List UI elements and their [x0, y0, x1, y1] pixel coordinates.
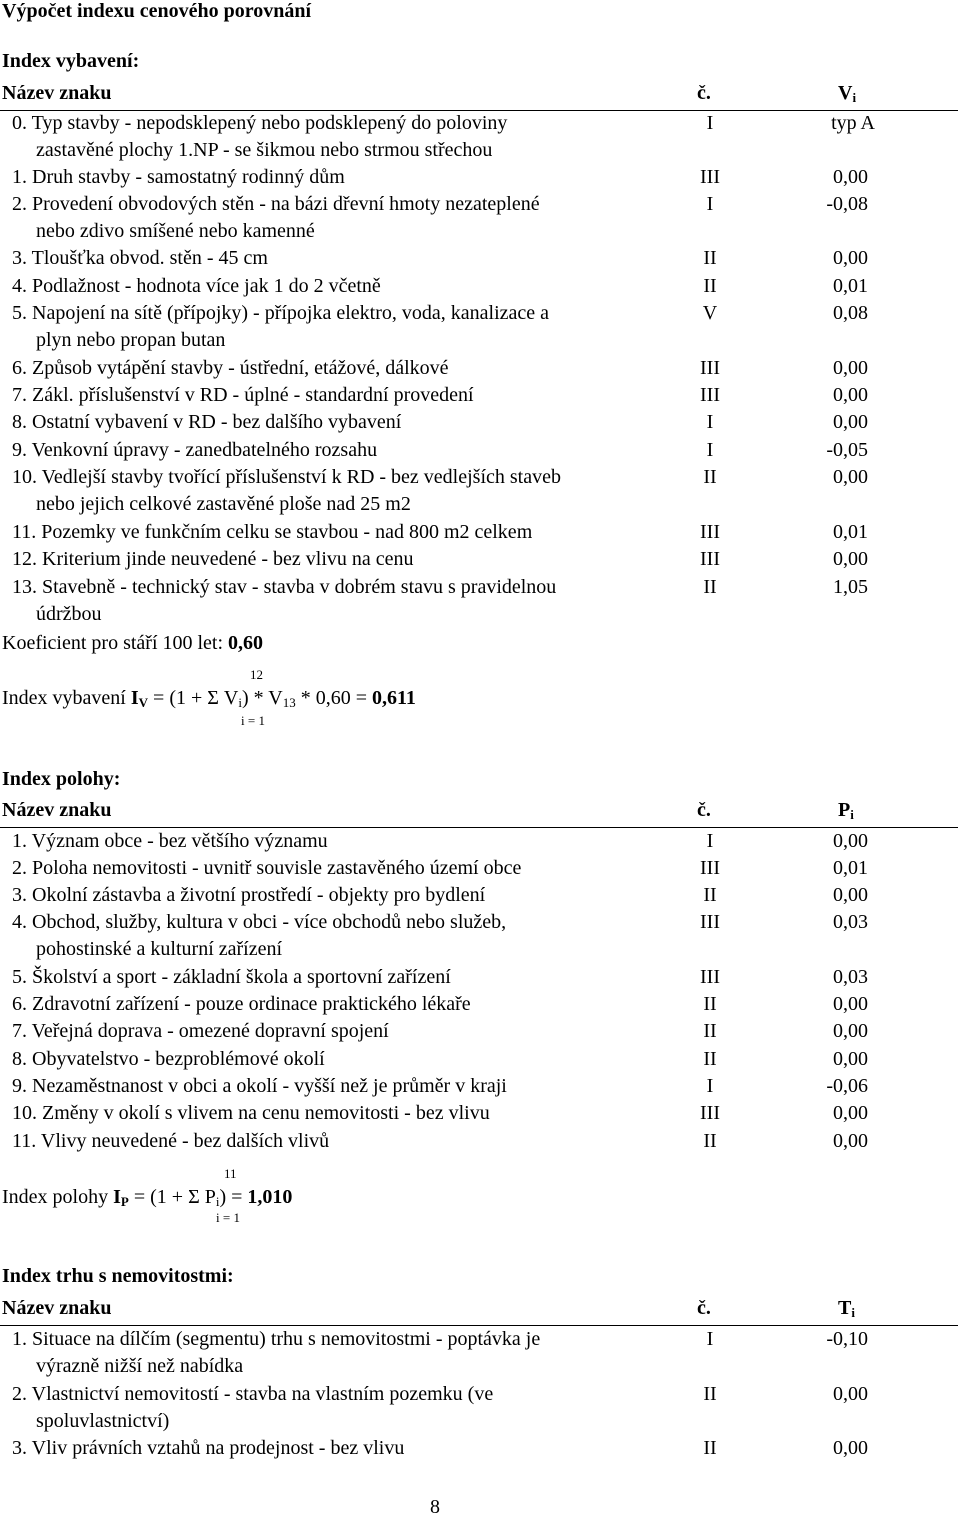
- row-class: II: [703, 576, 717, 598]
- row-text: 12. Kriterium jinde neuvedené - bez vlivu na cenu: [12, 548, 414, 570]
- row-text-continuation: údržbou: [36, 603, 102, 625]
- row-value: 0,00: [833, 884, 868, 906]
- row-text-continuation: výrazně nižší než nabídka: [36, 1355, 244, 1377]
- row-class: II: [703, 993, 717, 1015]
- row-text: 9. Nezaměstnanost v obci a okolí - vyšší než je průměr v kraji: [12, 1075, 507, 1097]
- column-header-name: Název znaku: [2, 799, 112, 821]
- table-row: [0, 1018, 960, 1045]
- section-heading-vybaveni: Index vybavení:: [2, 50, 140, 72]
- sum-upper-limit: 12: [250, 667, 263, 682]
- table-header-vybaveni: [0, 82, 958, 111]
- table-row: [0, 909, 960, 936]
- row-class: I: [706, 112, 714, 134]
- row-text: 1. Význam obce - bez většího významu: [12, 830, 328, 852]
- row-text: 4. Podlažnost - hodnota více jak 1 do 2 včetně: [12, 275, 381, 297]
- row-value: 0,00: [833, 357, 868, 379]
- age-coefficient: Koeficient pro stáří 100 let: 0,60: [2, 632, 264, 654]
- row-text: 2. Poloha nemovitosti - uvnitř souvisle zastavěného území obce: [12, 857, 522, 879]
- row-class: I: [706, 1328, 714, 1350]
- row-class: I: [706, 830, 714, 852]
- table-row: [0, 382, 960, 409]
- row-text-continuation: nebo zdivo smíšené nebo kamenné: [36, 220, 315, 242]
- row-value: -0,05: [826, 439, 868, 461]
- column-header-name: Název znaku: [2, 82, 112, 104]
- row-value: 0,00: [833, 1048, 868, 1070]
- row-value: -0,06: [826, 1075, 868, 1097]
- table-header-polohy: [0, 799, 958, 828]
- table-row: [0, 1073, 960, 1100]
- row-value: 0,00: [833, 1437, 868, 1459]
- row-text: 10. Vedlejší stavby tvořící příslušenství k RD - bez vedlejších staveb: [12, 466, 561, 488]
- row-class: II: [703, 1437, 717, 1459]
- row-value: -0,08: [826, 193, 868, 215]
- row-class: III: [700, 166, 720, 188]
- table-row: [0, 355, 960, 382]
- row-text: 2. Vlastnictví nemovitostí - stavba na vlastním pozemku (ve: [12, 1383, 494, 1405]
- table-row: [0, 1046, 960, 1073]
- table-row: [0, 1128, 960, 1155]
- row-text: 2. Provedení obvodových stěn - na bázi dřevní hmoty nezateplené: [12, 193, 540, 215]
- table-row: [0, 110, 960, 137]
- section-heading-polohy: Index polohy:: [2, 768, 121, 790]
- table-row: [0, 1100, 960, 1127]
- table-row: [0, 991, 960, 1018]
- sum-lower-limit: i = 1: [216, 1210, 240, 1225]
- table-row: [0, 300, 960, 327]
- row-class: II: [703, 275, 717, 297]
- row-class: II: [703, 1020, 717, 1042]
- row-class: I: [706, 439, 714, 461]
- row-class: I: [706, 1075, 714, 1097]
- table-header-trhu: [0, 1297, 958, 1326]
- section-heading-trhu: Index trhu s nemovitostmi:: [2, 1265, 234, 1287]
- row-text-continuation: pohostinské a kulturní zařízení: [36, 938, 283, 960]
- column-header-number: č.: [697, 799, 711, 821]
- column-header-value: $V_i$: [838, 82, 857, 105]
- row-class: III: [700, 911, 720, 933]
- column-header-number: č.: [697, 1297, 711, 1319]
- row-class: II: [703, 1048, 717, 1070]
- row-class: V: [702, 302, 718, 324]
- row-text: 9. Venkovní úpravy - zanedbatelného rozsahu: [12, 439, 378, 461]
- row-value: 0,03: [833, 966, 868, 988]
- formula-result: 0,611: [372, 687, 416, 709]
- row-class: III: [700, 521, 720, 543]
- row-class: III: [700, 357, 720, 379]
- row-text: 1. Druh stavby - samostatný rodinný dům: [12, 166, 345, 188]
- row-class: III: [700, 857, 720, 879]
- row-text-continuation: spoluvlastnictví): [36, 1410, 170, 1432]
- row-class: III: [700, 966, 720, 988]
- row-text: 5. Školství a sport - základní škola a sportovní zařízení: [12, 966, 451, 988]
- row-value: 0,00: [833, 1102, 868, 1124]
- row-text-continuation: plyn nebo propan butan: [36, 329, 226, 351]
- table-row: [0, 1326, 960, 1353]
- row-value: 0,00: [833, 411, 868, 433]
- row-value: 0,00: [833, 830, 868, 852]
- row-class: III: [700, 548, 720, 570]
- table-row: [0, 855, 960, 882]
- row-value: 0,03: [833, 911, 868, 933]
- formula-result: 1,010: [247, 1186, 293, 1208]
- row-value: 0,00: [833, 166, 868, 188]
- formula-vybaveni: Index vybavení $I_V = (1 + \Sigma$ $V_i) * V_{13} * 0,60 = 0,611$: [2, 687, 416, 710]
- row-text: 3. Vliv právních vztahů na prodejnost - bez vlivu: [12, 1437, 405, 1459]
- row-text-continuation: nebo jejich celkové zastavěné ploše nad 25 m2: [36, 493, 411, 515]
- row-text: 8. Ostatní vybavení v RD - bez dalšího vybavení: [12, 411, 402, 433]
- row-text-continuation: zastavěné plochy 1.NP - se šikmou nebo strmou střechou: [36, 139, 493, 161]
- row-text: 3. Tloušťka obvod. stěn - 45 cm: [12, 247, 268, 269]
- page-number: 8: [430, 1496, 440, 1518]
- table-row: [0, 1381, 960, 1408]
- table-row: [0, 574, 960, 601]
- row-value: 1,05: [833, 576, 868, 598]
- row-text: 7. Zákl. příslušenství v RD - úplné - standardní provedení: [12, 384, 474, 406]
- row-value: 0,08: [833, 302, 868, 324]
- sum-lower-limit: i = 1: [241, 713, 265, 728]
- table-row: [0, 519, 960, 546]
- row-class: I: [706, 411, 714, 433]
- row-value: 0,00: [833, 1130, 868, 1152]
- row-text: 3. Okolní zástavba a životní prostředí - objekty pro bydlení: [12, 884, 486, 906]
- column-header-number: č.: [697, 82, 711, 104]
- document-title: Výpočet indexu cenového porovnání: [2, 0, 312, 22]
- table-row: [0, 546, 960, 573]
- row-value: 0,00: [833, 1020, 868, 1042]
- row-text: 7. Veřejná doprava - omezené dopravní spojení: [12, 1020, 389, 1042]
- row-text: 4. Obchod, služby, kultura v obci - více obchodů nebo služeb,: [12, 911, 507, 933]
- row-text: 10. Změny v okolí s vlivem na cenu nemovitosti - bez vlivu: [12, 1102, 490, 1124]
- row-value: 0,01: [833, 857, 868, 879]
- row-class: II: [703, 1383, 717, 1405]
- column-header-value: $P_i$: [838, 799, 854, 822]
- row-class: III: [700, 384, 720, 406]
- row-value: 0,01: [833, 521, 868, 543]
- row-value: typ A: [831, 112, 875, 134]
- row-value: 0,00: [833, 466, 868, 488]
- table-row: [0, 164, 960, 191]
- row-text: 5. Napojení na sítě (přípojky) - přípojka elektro, voda, kanalizace a: [12, 302, 550, 324]
- age-coefficient-value: 0,60: [228, 632, 264, 654]
- row-value: 0,00: [833, 548, 868, 570]
- row-text: 11. Vlivy neuvedené - bez dalších vlivů: [12, 1130, 330, 1152]
- table-row: [0, 245, 960, 272]
- row-text: 11. Pozemky ve funkčním celku se stavbou - nad 800 m2 celkem: [12, 521, 533, 543]
- row-text: 1. Situace na dílčím (segmentu) trhu s nemovitostmi - poptávka je: [12, 1328, 541, 1350]
- table-row: [0, 1435, 960, 1462]
- column-header-name: Název znaku: [2, 1297, 112, 1319]
- row-class: II: [703, 1130, 717, 1152]
- table-row: [0, 464, 960, 491]
- row-text: 13. Stavebně - technický stav - stavba v dobrém stavu s pravidelnou: [12, 576, 557, 598]
- column-header-value: $T_i$: [838, 1297, 855, 1320]
- row-class: I: [706, 193, 714, 215]
- row-class: II: [703, 466, 717, 488]
- table-row: [0, 191, 960, 218]
- row-value: 0,01: [833, 275, 868, 297]
- row-class: II: [703, 247, 717, 269]
- row-class: II: [703, 884, 717, 906]
- table-row: [0, 828, 960, 855]
- row-value: 0,00: [833, 1383, 868, 1405]
- row-class: III: [700, 1102, 720, 1124]
- row-text: 6. Způsob vytápění stavby - ústřední, etážové, dálkové: [12, 357, 449, 379]
- row-value: 0,00: [833, 247, 868, 269]
- formula-polohy: Index polohy $I_P = (1 + \Sigma$ $P_i) = 1,010$: [2, 1186, 293, 1209]
- row-value: -0,10: [826, 1328, 868, 1350]
- table-row: [0, 437, 960, 464]
- table-row: [0, 273, 960, 300]
- row-text: 6. Zdravotní zařízení - pouze ordinace praktického lékaře: [12, 993, 471, 1015]
- table-row: [0, 882, 960, 909]
- sum-upper-limit: 11: [224, 1166, 237, 1181]
- row-value: 0,00: [833, 384, 868, 406]
- table-row: [0, 409, 960, 436]
- row-value: 0,00: [833, 993, 868, 1015]
- row-text: 8. Obyvatelstvo - bezproblémové okolí: [12, 1048, 325, 1070]
- row-text: 0. Typ stavby - nepodsklepený nebo podsklepený do poloviny: [12, 112, 508, 134]
- table-row: [0, 964, 960, 991]
